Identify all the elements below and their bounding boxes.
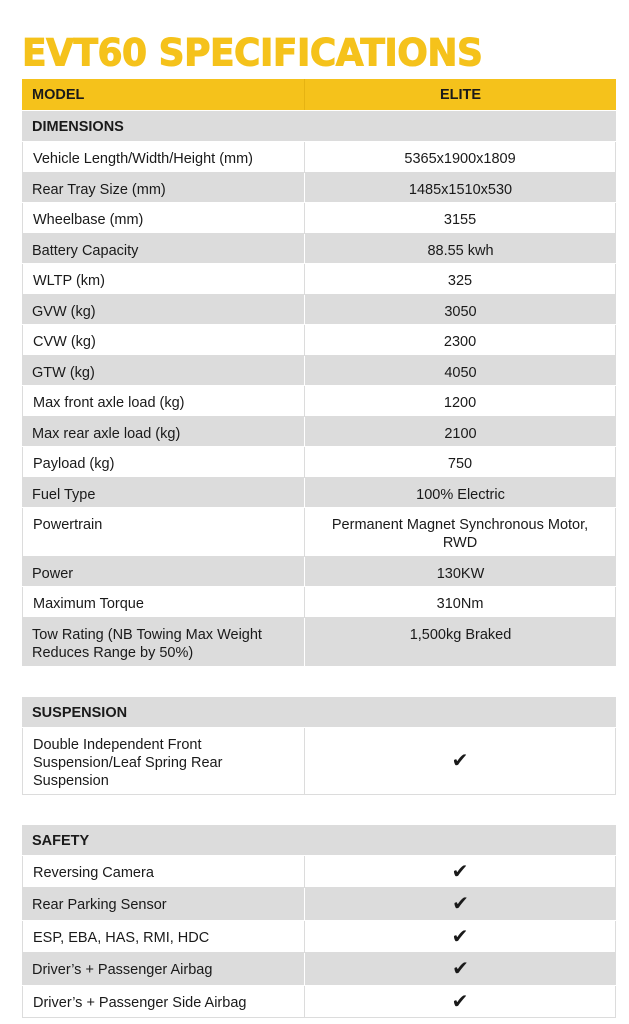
- spec-value: 3050: [444, 304, 477, 320]
- spec-value: 88.55 kwh: [427, 243, 494, 259]
- check-icon: ✔: [451, 860, 469, 883]
- spec-label: WLTP (km): [23, 264, 305, 294]
- section-title: DIMENSIONS: [32, 119, 124, 135]
- section-title: SAFETY: [32, 833, 90, 849]
- table-row: [22, 264, 616, 295]
- spec-label: Battery Capacity: [22, 234, 305, 263]
- spec-value: 1200: [443, 395, 477, 411]
- spec-value: Permanent Magnet Synchronous Motor, RWD: [331, 517, 589, 551]
- spec-value: 310Nm: [436, 596, 484, 612]
- section-header-suspension: [22, 697, 616, 728]
- table-row: [22, 557, 616, 587]
- table-row: [22, 142, 616, 173]
- spec-label: Driver’s + Passenger Side Airbag: [23, 986, 305, 1017]
- spec-label: Powertrain: [23, 508, 305, 556]
- check-icon: ✔: [451, 925, 469, 948]
- spec-label: Maximum Torque: [23, 587, 305, 617]
- spec-value: 750: [447, 456, 473, 472]
- table-row: [22, 953, 616, 986]
- table-row: [22, 386, 616, 417]
- section-header-safety: [22, 825, 616, 856]
- spec-value: 2300: [443, 334, 477, 350]
- spec-label: GTW (kg): [22, 356, 305, 385]
- table-row: [22, 173, 616, 203]
- table-row: [22, 856, 616, 888]
- table-row: [22, 417, 616, 447]
- spec-value: 3155: [443, 212, 477, 228]
- table-header-row: [22, 79, 616, 111]
- spec-label: Max front axle load (kg): [23, 386, 305, 416]
- check-icon: ✔: [452, 893, 469, 915]
- spec-label: Rear Tray Size (mm): [22, 173, 305, 202]
- table-row: [22, 478, 616, 508]
- spec-value: 130KW: [436, 566, 485, 582]
- spec-value: 1485x1510x530: [408, 182, 513, 198]
- table-row: [22, 618, 616, 667]
- check-icon: ✔: [452, 958, 469, 980]
- spec-value: 100% Electric: [416, 487, 505, 503]
- table-row: [22, 234, 616, 264]
- table-row: [22, 986, 616, 1018]
- spec-label: Tow Rating (NB Towing Max Weight Reduces Range by 50%): [22, 618, 305, 666]
- spec-label: Wheelbase (mm): [23, 203, 305, 233]
- suspension-table: [22, 697, 616, 795]
- spec-label: ESP, EBA, HAS, RMI, HDC: [23, 921, 305, 952]
- page-title: EVT60 SPECIFICATIONS: [22, 32, 483, 76]
- check-icon: ✔: [451, 990, 469, 1013]
- check-icon: ✔: [451, 750, 469, 772]
- spec-label: Payload (kg): [23, 447, 305, 477]
- table-row: [22, 325, 616, 356]
- table-row: [22, 888, 616, 921]
- table-row: [22, 587, 616, 618]
- table-row: [22, 728, 616, 795]
- spec-label: GVW (kg): [22, 295, 305, 324]
- spec-value: 325: [447, 273, 473, 289]
- section-header-dimensions: [22, 111, 616, 142]
- model-value: ELITE: [439, 87, 482, 103]
- spec-label: Reversing Camera: [23, 856, 305, 887]
- dimensions-table: [22, 79, 616, 667]
- spec-label: Rear Parking Sensor: [22, 888, 305, 920]
- spec-label: Fuel Type: [22, 478, 305, 507]
- spec-label: CVW (kg): [23, 325, 305, 355]
- spec-value: 1,500kg Braked: [409, 627, 512, 643]
- spec-label: Driver’s + Passenger Airbag: [22, 953, 305, 985]
- spec-label: Double Independent Front Suspension/Leaf Spring Rear Suspension: [23, 728, 305, 794]
- spec-value: 2100: [444, 426, 477, 442]
- table-row: [22, 508, 616, 557]
- table-row: [22, 203, 616, 234]
- spec-value: 4050: [444, 365, 477, 381]
- section-title: SUSPENSION: [32, 705, 128, 721]
- spec-label: Max rear axle load (kg): [22, 417, 305, 446]
- spec-value: 5365x1900x1809: [404, 151, 516, 167]
- table-row: [22, 921, 616, 953]
- spec-label: Vehicle Length/Width/Height (mm): [23, 142, 305, 172]
- model-label: MODEL: [22, 79, 305, 110]
- safety-table: [22, 825, 616, 1018]
- spec-label: Power: [22, 557, 305, 586]
- table-row: [22, 447, 616, 478]
- table-row: [22, 356, 616, 386]
- table-row: [22, 295, 616, 325]
